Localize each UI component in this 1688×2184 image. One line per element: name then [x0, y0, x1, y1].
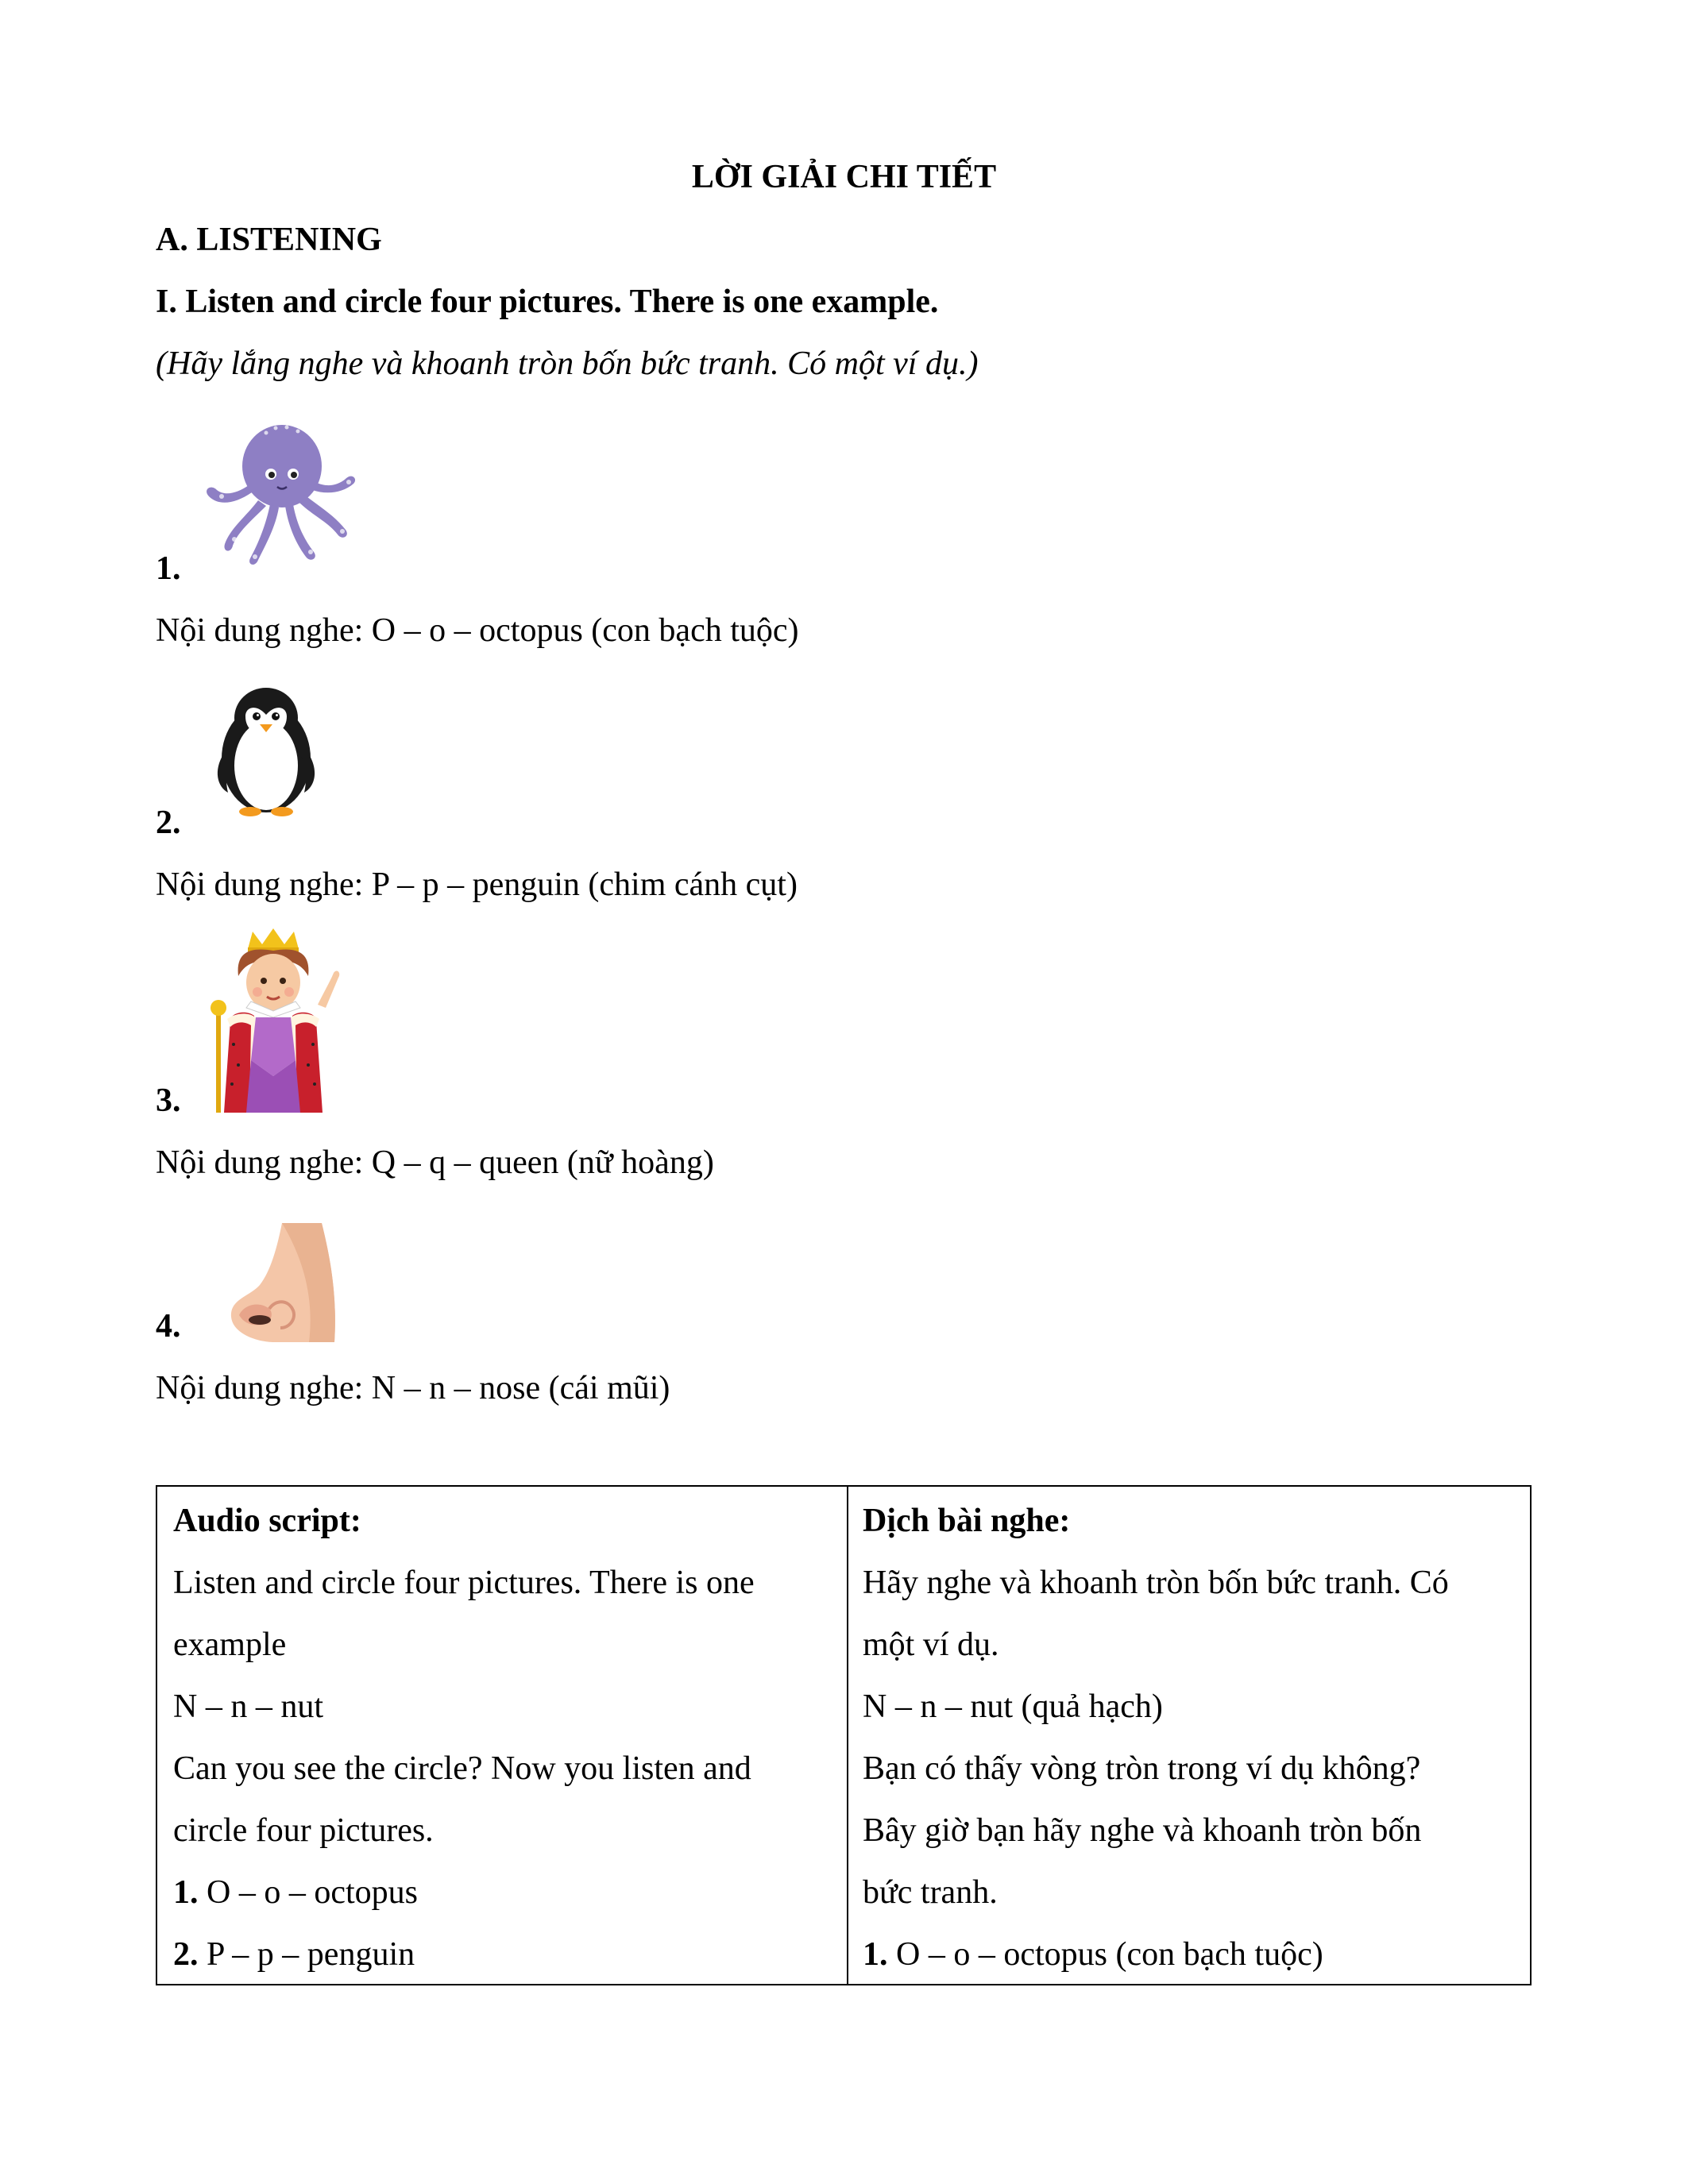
translation-numbered-line [863, 1924, 1522, 1985]
translation-line: Bây giờ bạn hãy nghe và khoanh tròn bốn [863, 1812, 1422, 1849]
item-number: 3. [156, 1082, 181, 1119]
octopus-picture [203, 417, 361, 568]
item-content: Nội dung nghe: Q – q – queen (nữ hoàng) [156, 1144, 714, 1181]
line-text: P – p – penguin [198, 1936, 415, 1973]
translation-line: N – n – nut (quả hạch) [863, 1688, 1163, 1725]
item-number: 1. [156, 550, 181, 587]
script-line: N – n – nut [173, 1688, 323, 1725]
translation-cell [863, 1490, 1522, 1985]
audio-script-header: Audio script: [173, 1503, 361, 1539]
script-line: Can you see the circle? Now you listen and [173, 1750, 751, 1787]
line-number: 2. [173, 1936, 199, 1973]
item-content: Nội dung nghe: P – p – penguin (chim cánh cụt) [156, 866, 798, 903]
translation-line: Bạn có thấy vòng tròn trong ví dụ không? [863, 1750, 1421, 1787]
script-line: Listen and circle four pictures. There is one [173, 1565, 755, 1601]
audio-script-table [156, 1485, 1532, 1985]
section-heading: A. LISTENING [156, 222, 382, 258]
exercise-heading: I. Listen and circle four pictures. There is one example. [156, 284, 939, 320]
script-line: example [173, 1626, 287, 1663]
translation-header: Dịch bài nghe: [863, 1503, 1071, 1539]
audio-script-cell [173, 1490, 832, 1985]
line-number: 1. [173, 1874, 199, 1911]
item-content: Nội dung nghe: O – o – octopus (con bạch tuộc) [156, 612, 799, 649]
penguin-picture [211, 683, 322, 818]
exercise-translation: (Hãy lắng nghe và khoanh tròn bốn bức tranh. Có một ví dụ.) [156, 345, 979, 382]
line-text: O – o – octopus [198, 1874, 418, 1911]
line-text: O – o – octopus (con bạch tuộc) [887, 1936, 1323, 1973]
queen-picture [207, 925, 342, 1116]
line-number: 1. [863, 1936, 888, 1973]
page-title: LỜI GIẢI CHI TIẾT [691, 159, 997, 195]
table-divider [847, 1487, 848, 1984]
script-numbered-line [173, 1862, 832, 1924]
translation-line: một ví dụ. [863, 1626, 999, 1663]
item-number: 2. [156, 805, 181, 841]
script-numbered-line [173, 1924, 832, 1985]
item-content: Nội dung nghe: N – n – nose (cái mũi) [156, 1370, 670, 1406]
nose-picture [226, 1223, 342, 1342]
item-number: 4. [156, 1308, 181, 1345]
script-line: circle four pictures. [173, 1812, 434, 1849]
translation-line: Hãy nghe và khoanh tròn bốn bức tranh. Có [863, 1565, 1449, 1601]
translation-line: bức tranh. [863, 1874, 998, 1911]
